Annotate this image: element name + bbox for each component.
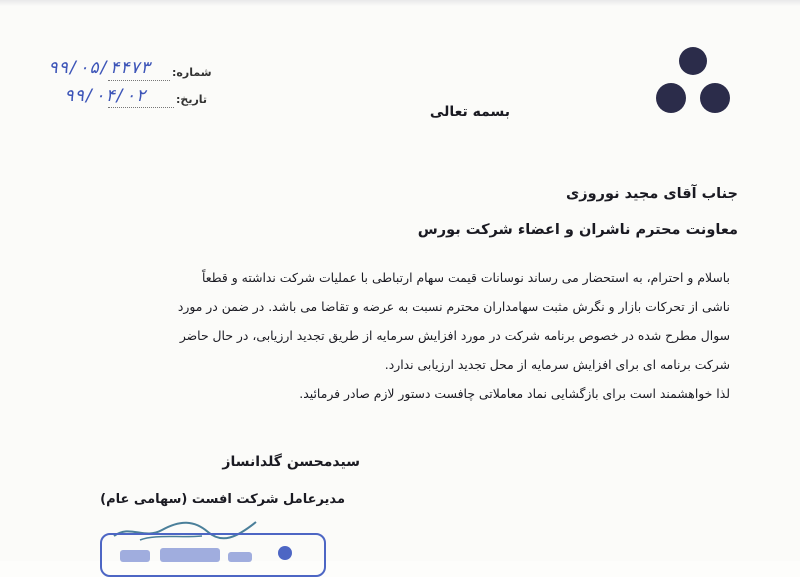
body-line: ناشی از تحرکات بازار و نگرش مثبت سهامداران محترم نسبت به عرضه و تقاضا می باشد. در ضمن در مورد xyxy=(177,299,730,314)
letter-date-handwritten: ۹۹/۰۴/۰۲ xyxy=(64,86,146,106)
letter-number-handwritten: ۹۹/۰۵/۴۴۷۳ xyxy=(48,58,151,78)
letter-number-label: شماره: xyxy=(172,66,212,79)
addressee-title: معاونت محترم ناشران و اعضاء شرکت بورس xyxy=(417,222,738,238)
signer-name: سیدمحسن گلدانساز xyxy=(222,454,360,470)
body-line: باسلام و احترام، به استحضار می رساند نوسانات قیمت سهام ارتباطی با عملیات شرکت نداشته و قطعاً xyxy=(201,270,730,285)
letter-number-line xyxy=(108,80,170,81)
addressee-name: جناب آقای مجید نوروزی xyxy=(566,186,738,202)
company-logo xyxy=(655,44,731,120)
body-line: سوال مطرح شده در خصوص برنامه شرکت در مورد افزایش سرمایه از طریق تجدید ارزیابی، در حال حاضر xyxy=(179,328,730,343)
letter-body xyxy=(177,263,730,408)
stamp-lettering xyxy=(120,544,260,564)
body-line: شرکت برنامه ای برای افزایش سرمایه از محل تجدید ارزیابی ندارد. xyxy=(384,357,730,372)
signer-title: مدیرعامل شرکت افست (سهامی عام) xyxy=(100,492,345,507)
letter-heading: بسمه تعالی xyxy=(429,104,510,120)
body-line: لذا خواهشمند است برای بازگشایی نماد معاملاتی چافست دستور لازم صادر فرمائید. xyxy=(299,386,730,401)
stamp-emblem-icon xyxy=(278,546,292,560)
page-top-edge xyxy=(0,0,800,6)
letter-date-label: تاریخ: xyxy=(176,93,208,106)
